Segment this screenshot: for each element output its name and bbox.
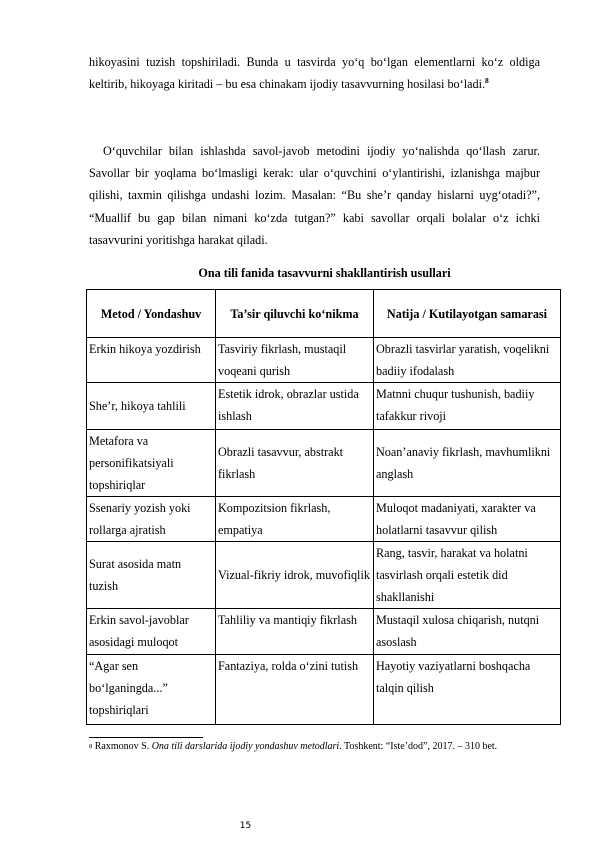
table-row [87,609,561,655]
table-cell: Tasviriy fikrlash, mustaqil voqeani qurish [216,338,374,383]
table-row [87,383,561,430]
body-paragraph: O‘quvchilar bilan ishlashda savol-javob metodini ijodiy yo‘nalishda qo‘llash zarur. Savollar bir yoqlama bo‘lmasligi kerak: ular o‘quvchini o‘ylantirishi, izlanishga majbur qilishi, taxmin qilishga undashi lozim. Masalan: “Bu she’r qanday hislarni uyg‘otadi?”, “Muallif bu gap bilan nimani ko‘zda tutgan?” kabi savollar orqali bolalar o‘z ichki tasavvurini yoritishga harakat qiladi. [89,144,540,247]
table-cell: Noan’anaviy fikrlash, mavhumlikni anglash [374,430,561,497]
table-header-row [87,290,561,338]
table-cell: Tahliliy va mantiqiy fikrlash [216,609,374,655]
table-cell: Mustaqil xulosa chiqarish, nutqni asoslash [374,609,561,655]
body-paragraph [89,51,540,95]
footnote-separator [89,737,203,738]
methods-table [86,289,561,725]
table-row [87,338,561,383]
table-cell: Fantaziya, rolda o‘zini tutish [216,655,374,725]
table-row [87,542,561,609]
table-row [87,430,561,497]
footnote-reference[interactable]: 8 [485,76,489,86]
column-header: Metod / Yondashuv [87,290,216,338]
page-number [0,821,595,831]
column-header: Natija / Kutilayotgan samarasi [374,290,561,338]
table-cell: Muloqot madaniyati, xarakter va holatlarni tasavvur qilish [374,497,561,542]
table-cell: Obrazli tasavvur, abstrakt fikrlash [216,430,374,497]
footnote-number: 8 [89,743,93,750]
footnote-title: Ona tili darslarida ijodiy yondashuv metodlari [151,741,340,752]
table-cell: Vizual-fikriy idrok, muvofiqlik [216,542,374,609]
footnote-author: Raxmonov S. [94,741,150,752]
column-header: Ta’sir qiluvchi ko‘nikma [216,290,374,338]
table-cell: She’r, hikoya tahlili [87,383,216,430]
table-row [87,655,561,725]
table-cell: Metafora va personifikatsiyali topshiriqlar [87,430,216,497]
footnote [89,739,549,754]
paragraph-text: hikoyasini tuzish topshiriladi. Bunda u tasvirda yo‘q bo‘lgan elementlarni ko‘z oldiga keltirib, hikoyaga kiritadi – bu esa chinakam ijodiy tasavvurning hosilasi bo‘ladi. [89,55,540,92]
table-cell: Estetik idrok, obrazlar ustida ishlash [216,383,374,430]
table-caption: Ona tili fanida tasavvurni shakllantirish usullari [198,266,451,280]
table-cell: Rang, tasvir, harakat va holatni tasvirlash orqali estetik did shakllanishi [374,542,561,609]
table-cell: Matnni chuqur tushunish, badiiy tafakkur rivoji [374,383,561,430]
table-cell: Kompozitsion fikrlash, empatiya [216,497,374,542]
footnote-publication: . Toshkent: “Iste’dod”, 2017. – 310 bet. [339,741,498,752]
table-cell: Hayotiy vaziyatlarni boshqacha talqin qilish [374,655,561,725]
table-cell: Erkin savol-javoblar asosidagi muloqot [87,609,216,655]
table-cell: Surat asosida matn tuzish [87,542,216,609]
table-cell: Obrazli tasvirlar yaratish, voqelikni badiiy ifodalash [374,338,561,383]
page-number-text: 15 [239,821,252,831]
table-cell: “Agar sen bo‘lganingda...” topshiriqlari [87,655,216,725]
table-row [87,497,561,542]
table-cell: Ssenariy yozish yoki rollarga ajratish [87,497,216,542]
table-cell: Erkin hikoya yozdirish [87,338,216,383]
